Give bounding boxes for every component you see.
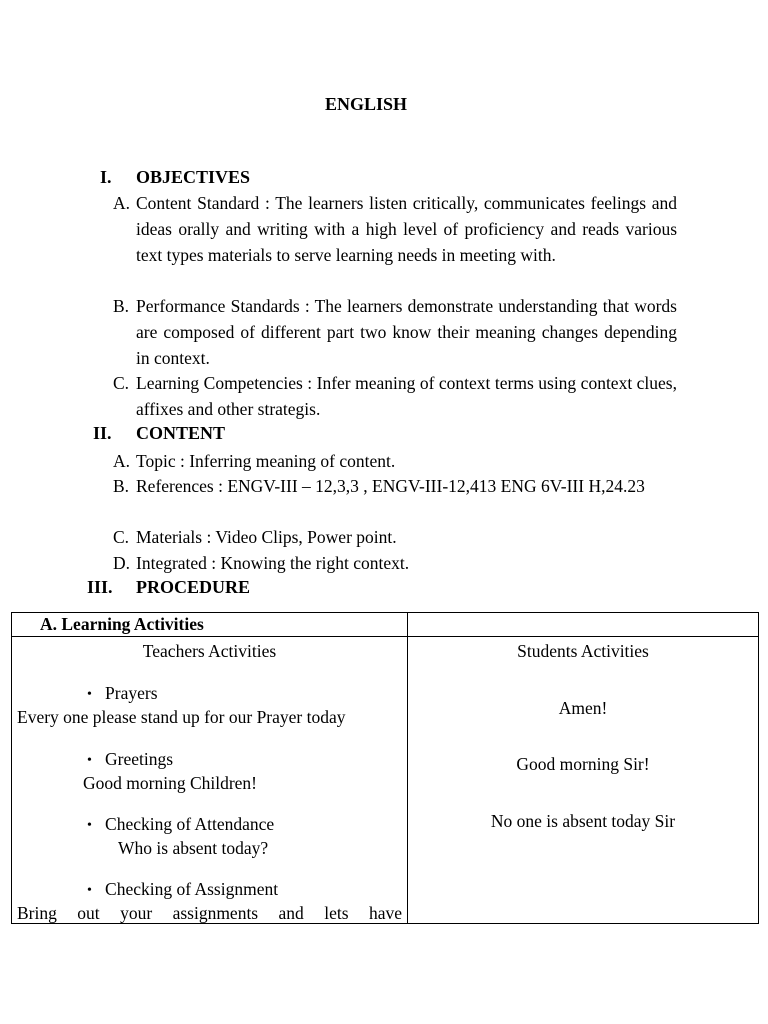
students-activities-heading: Students Activities [517, 641, 649, 661]
section-heading-objectives [100, 167, 250, 188]
bullet-icon: • [87, 883, 92, 898]
section-heading-procedure [87, 577, 250, 598]
bullet-icon: • [87, 687, 92, 702]
bullet-icon: • [87, 818, 92, 833]
procedure-table [11, 612, 759, 924]
content-item-d [113, 551, 677, 577]
teachers-activities-heading: Teachers Activities [142, 641, 277, 661]
item-letter: B. [113, 476, 130, 496]
objective-item-b [113, 294, 677, 371]
item-text: Integrated : Knowing the right context. [136, 553, 410, 573]
item-letter: A. [113, 451, 131, 471]
teacher-item-prayers [87, 683, 158, 704]
section-number: I. [100, 167, 112, 187]
teachers-activities-cell [12, 637, 408, 924]
item-text: Learning Competencies : Infer meaning of context terms using context clues, affixes and other strategis. [136, 373, 677, 419]
student-response: No one is absent today Sir [490, 811, 676, 831]
item-letter: B. [113, 296, 130, 316]
teacher-item-attendance [87, 814, 274, 835]
teacher-item-line: Bring out your assignments and lets have [17, 903, 402, 923]
teacher-item-greetings [87, 749, 173, 770]
bullet-icon: • [87, 753, 92, 768]
learning-activities-header [12, 613, 408, 637]
section-number: II. [93, 423, 112, 443]
item-letter: D. [113, 553, 131, 573]
item-text: Topic : Inferring meaning of content. [136, 451, 396, 471]
item-text: References : ENGV-III – 12,3,3 , ENGV-III-12,413 ENG 6V-III H,24.23 [136, 476, 645, 496]
item-letter: C. [113, 527, 130, 547]
section-title: OBJECTIVES [136, 167, 251, 187]
teacher-item-line: Every one please stand up for our Prayer today [17, 707, 346, 727]
students-activities-cell [408, 637, 759, 924]
section-title: CONTENT [136, 423, 226, 443]
teacher-item-assignment [87, 879, 278, 900]
item-text: Performance Standards : The learners demonstrate understanding that words are composed of different part two know their meaning changes depending in context. [136, 296, 677, 368]
teacher-item-heading: Checking of Attendance [105, 814, 275, 834]
content-item-b [113, 474, 677, 500]
teacher-item-heading: Checking of Assignment [105, 879, 279, 899]
teacher-item-heading: Prayers [105, 683, 158, 703]
learning-activities-label: A. Learning Activities [40, 614, 204, 634]
teacher-item-line: Good morning Children! [83, 773, 258, 793]
section-heading-content [93, 423, 225, 444]
item-letter: C. [113, 373, 130, 393]
item-letter: A. [113, 193, 131, 213]
student-response: Amen! [558, 698, 608, 718]
teacher-item-heading: Greetings [105, 749, 174, 769]
objective-item-c [113, 371, 677, 423]
item-text: Content Standard : The learners listen critically, communicates feelings and ideas orally and writing with a high level of proficiency and reads various text types materials to serve learning needs in meeting with. [136, 193, 677, 265]
document-title: ENGLISH [324, 94, 408, 114]
section-title: PROCEDURE [136, 577, 251, 597]
student-response: Good morning Sir! [516, 754, 650, 774]
content-item-a [113, 449, 677, 475]
header-empty-cell [408, 613, 759, 637]
teacher-item-line: Who is absent today? [118, 838, 269, 858]
objective-item-a [113, 191, 677, 268]
content-item-c [113, 525, 677, 551]
section-number: III. [87, 577, 113, 597]
item-text: Materials : Video Clips, Power point. [136, 527, 397, 547]
